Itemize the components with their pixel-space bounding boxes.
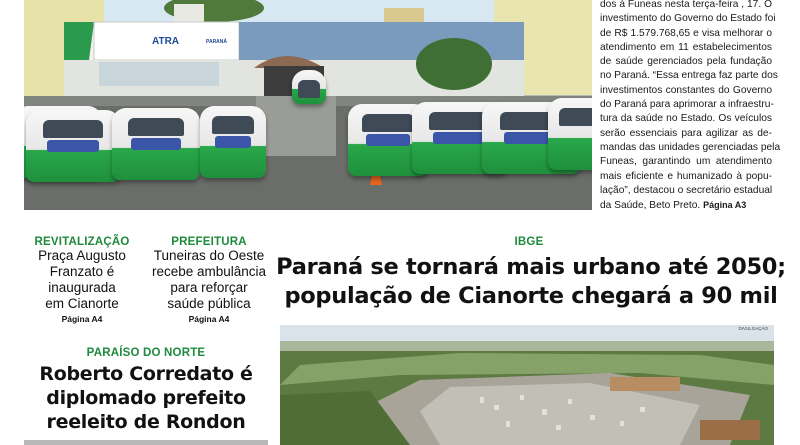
page-reference[interactable]: Página A4 (61, 314, 103, 324)
article-column (600, 0, 781, 212)
vehicle (26, 110, 120, 182)
vehicle (548, 98, 592, 170)
article-line: do Paraná para aprimorar a infraestru- (600, 99, 774, 111)
page-reference[interactable]: Página A4 (188, 314, 230, 324)
article-line: investimentos constantes do Governo (600, 84, 772, 96)
aerial-city-photo (280, 325, 774, 445)
article-line: serão essenciais para agilizar as de- (600, 127, 772, 139)
story-headline (150, 248, 268, 312)
article-line: Funeas, garantindo um atendimento (600, 156, 772, 168)
story-kicker: PREFEITURA (171, 236, 247, 248)
vehicle (200, 106, 266, 178)
headline-line: recebe ambulância (151, 264, 267, 279)
story-prefeitura[interactable] (150, 236, 268, 324)
article-last-line (600, 198, 772, 212)
article-line: no Paraná. “Essa entrega faz parte dos (600, 70, 778, 82)
article-line: de saúde gerenciados pela fundação (600, 56, 772, 68)
building-sign: ATRA (152, 36, 180, 47)
vehicle (112, 108, 200, 180)
page-reference[interactable]: Página A3 (703, 200, 747, 211)
photo-credit: DIVULGAÇÃO (738, 326, 768, 331)
article-line: dos à Funeas nesta terça-feira , 17. O (600, 0, 772, 10)
vehicles-photo (24, 0, 592, 210)
headline-line: Paraná se tornará mais urbano até 2050; (276, 254, 786, 280)
headline-line: Roberto Corredato é (39, 363, 253, 385)
headline-line: reeleito de Rondon (46, 411, 246, 433)
story-kicker-ibge: IBGE (514, 236, 544, 248)
headline-line: inaugurada (48, 280, 116, 295)
story-headline (30, 248, 134, 312)
headline-line: população de Cianorte chegará a 90 mil (284, 283, 778, 309)
article-line: mandas das unidades gerenciadas pela (600, 141, 781, 153)
article-line: de R$ 1.579.768,65 e visa melhorar o (600, 27, 772, 39)
article-line: investimento do Governo do Estado foi (600, 13, 776, 25)
headline-line: Praça Augusto (38, 248, 126, 263)
article-line: lação”, destacou o secretário estadual (600, 184, 773, 196)
headline-line: saúde pública (167, 296, 251, 311)
aerial-scene (280, 325, 774, 445)
main-headline[interactable] (276, 253, 786, 311)
story-kicker-paraiso: PARAÍSO DO NORTE (86, 347, 206, 359)
article-line: atendimento em 11 estabelecimentos (600, 41, 772, 53)
vehicle-row (24, 100, 592, 180)
headline-line: Franzato é (49, 264, 115, 279)
article-line-end: da Saúde, Beto Preto. (600, 200, 701, 212)
vehicle (292, 70, 326, 104)
article-line: mais eficiente e humanizado à popu- (600, 170, 772, 182)
story-photo-edge (24, 440, 268, 445)
story-headline-paraiso[interactable] (24, 362, 268, 434)
headline-line: para reforçar (170, 280, 248, 295)
story-kicker: REVITALIZAÇÃO (34, 236, 130, 248)
story-revitalizacao[interactable] (30, 236, 134, 324)
headline-line: diplomado prefeito (46, 387, 246, 409)
parana-logo: PARANÁ (206, 39, 228, 45)
headline-line: Tuneiras do Oeste (153, 248, 265, 263)
article-line: tura da saúde no Estado. Os veículos (600, 113, 772, 125)
headline-line: em Cianorte (45, 296, 119, 311)
